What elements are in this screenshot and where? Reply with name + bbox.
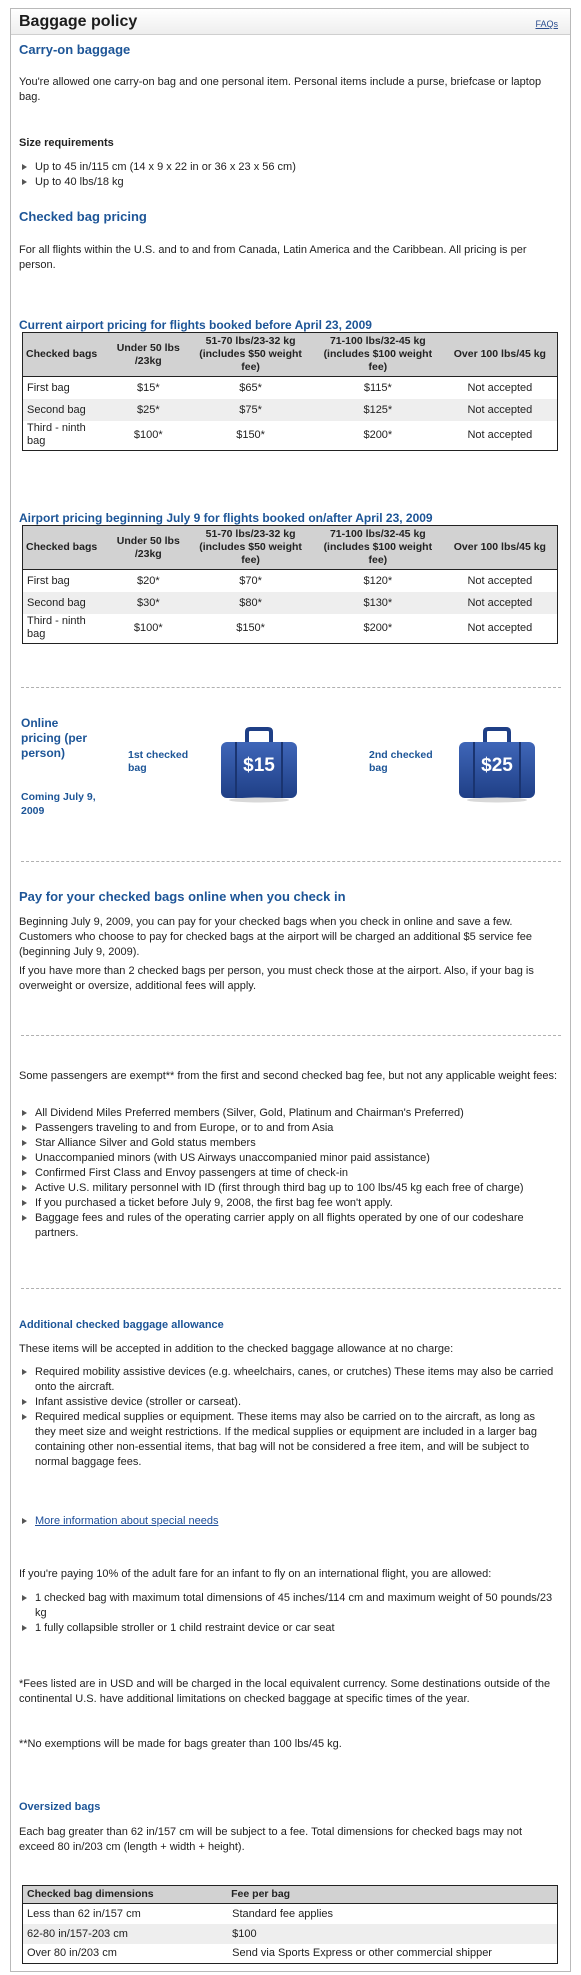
- online-pricing-coming: Coming July 9, 2009: [21, 791, 96, 817]
- table-row: [23, 1904, 558, 1924]
- list-item: Infant assistive device (stroller or carseat).: [19, 1395, 554, 1410]
- exempt-intro: Some passengers are exempt** from the first and second checked bag fee, but not any applicable weight fees:: [19, 1070, 558, 1082]
- list-item: Up to 40 lbs/18 kg: [19, 175, 559, 190]
- list-item: Unaccompanied minors (with US Airways unaccompanied minor paid assistance): [19, 1151, 554, 1166]
- table-row: [23, 1944, 558, 1964]
- panel-header: [11, 9, 570, 35]
- table-cell: Not accepted: [467, 381, 533, 394]
- column-header: Under 50 lbs /23kg: [108, 333, 188, 377]
- list-item: If you purchased a ticket before July 9, 2008, the first bag fee won't apply.: [19, 1196, 554, 1211]
- table1-title: Current airport pricing for flights booked before April 23, 2009: [19, 318, 372, 332]
- table-row: [23, 570, 558, 592]
- size-requirements-list: [19, 160, 559, 190]
- column-header: 51-70 lbs/23-32 kg (includes $50 weight fee): [188, 526, 313, 570]
- divider: [21, 1035, 561, 1036]
- table-cell: First bag: [27, 574, 70, 587]
- pricing-table-current: [22, 332, 558, 451]
- table-cell: Not accepted: [443, 592, 558, 614]
- table-cell: Second bag: [23, 592, 109, 614]
- additional-allowance-intro: These items will be accepted in addition to the checked baggage allowance at no charge:: [19, 1343, 454, 1355]
- table-cell: $25*: [108, 399, 188, 421]
- list-item: Up to 45 in/115 cm (14 x 9 x 22 in or 36 x 23 x 56 cm): [19, 160, 559, 175]
- table-cell: 62-80 in/157-203 cm: [23, 1924, 229, 1944]
- table-cell: $100: [228, 1924, 557, 1944]
- table-cell: Third - ninth bag: [27, 615, 86, 641]
- table-cell: $200*: [363, 428, 393, 441]
- infant-intro: If you're paying 10% of the adult fare for an infant to fly on an international flight, you are allowed:: [19, 1568, 492, 1580]
- checked-bag-pricing-text: For all flights within the U.S. and to and from Canada, Latin America and the Caribbean. All pricing is per person.: [19, 244, 527, 271]
- list-item: Star Alliance Silver and Gold status members: [19, 1136, 554, 1151]
- table-cell: Standard fee applies: [232, 1907, 334, 1920]
- table2-title: Airport pricing beginning July 9 for flights booked on/after April 23, 2009: [19, 511, 433, 525]
- list-item: 1 checked bag with maximum total dimensions of 45 inches/114 cm and maximum weight of 50 pounds/23 kg: [19, 1591, 554, 1621]
- table-cell: $100*: [133, 428, 163, 441]
- checked-bag-pricing-heading: Checked bag pricing: [19, 209, 147, 224]
- table-row: [23, 614, 558, 644]
- table-cell: Less than 62 in/157 cm: [27, 1907, 141, 1920]
- list-item: Passengers traveling to and from Europe, or to and from Asia: [19, 1121, 554, 1136]
- list-item: Required medical supplies or equipment. These items may also be carried on to the aircraft, as long as they meet size and weight restrictions. If the medical supplies or equipment are included in a larger bag containing other non-essential items, that bag will not be considered a free item, and will be subject to normal baggage fees.: [19, 1410, 554, 1470]
- list-item: Confirmed First Class and Envoy passengers at time of check-in: [19, 1166, 554, 1181]
- special-needs-list: [19, 1514, 554, 1529]
- list-item: Required mobility assistive devices (e.g. wheelchairs, canes, or crutches) These items may also be carried onto the aircraft.: [19, 1365, 554, 1395]
- pricing-table-july9: [22, 525, 558, 644]
- table-cell: Not accepted: [443, 399, 558, 421]
- column-header: Over 100 lbs/45 kg: [443, 333, 558, 377]
- column-header: 71-100 lbs/32-45 kg (includes $100 weight fee): [313, 526, 443, 570]
- table-cell: $130*: [313, 592, 443, 614]
- list-item: All Dividend Miles Preferred members (Silver, Gold, Platinum and Chairman's Preferred): [19, 1106, 554, 1121]
- table-cell: $115*: [363, 381, 392, 394]
- first-bag-price: $15: [243, 755, 275, 776]
- table-cell: Not accepted: [467, 621, 533, 634]
- list-item: Baggage fees and rules of the operating carrier apply on all flights operated by one of our codeshare partners.: [19, 1211, 554, 1241]
- table-cell: $150*: [236, 428, 265, 441]
- list-item: [19, 1514, 554, 1529]
- table-row: [23, 1924, 558, 1944]
- table-cell: Second bag: [23, 399, 109, 421]
- pay-online-heading: Pay for your checked bags online when you check in: [19, 889, 346, 904]
- second-bag-price: $25: [481, 755, 513, 776]
- table-cell: $120*: [363, 574, 393, 587]
- list-item: 1 fully collapsible stroller or 1 child restraint device or car seat: [19, 1621, 554, 1636]
- second-bag-label: 2nd checked bag: [369, 749, 433, 774]
- table-cell: $70*: [239, 574, 262, 587]
- column-header: Over 100 lbs/45 kg: [443, 526, 558, 570]
- additional-allowance-list: [19, 1365, 554, 1470]
- divider: [21, 687, 561, 688]
- fees-footnote: *Fees listed are in USD and will be charged in the local equivalent currency. Some destinations outside of the continental U.S. have additional limitations on checked baggage at specific times of the year.: [19, 1678, 551, 1705]
- exempt-list: [19, 1106, 554, 1241]
- column-header: Checked bags: [23, 526, 109, 570]
- column-header: Under 50 lbs /23kg: [108, 526, 188, 570]
- column-header: Checked bags: [23, 333, 109, 377]
- divider: [21, 1288, 561, 1289]
- list-item: Active U.S. military personnel with ID (first through third bag up to 100 lbs/45 kg each free of charge): [19, 1181, 554, 1196]
- baggage-policy-panel: [10, 8, 571, 1972]
- additional-allowance-heading: Additional checked baggage allowance: [19, 1319, 224, 1331]
- oversized-table: [22, 1885, 558, 1964]
- table-cell: $15*: [136, 381, 160, 394]
- table-cell: Not accepted: [467, 428, 533, 441]
- table-row: [23, 377, 558, 399]
- table-cell: $30*: [108, 592, 188, 614]
- table-cell: $20*: [136, 574, 160, 587]
- pay-online-text: Beginning July 9, 2009, you can pay for your checked bags when you check in online and save a few. Customers who choose to pay for checked bags at the airport will be charged an additional $5 service fee (beginning July 9, 2009).: [19, 916, 533, 958]
- table-cell: Third - ninth bag: [27, 422, 86, 448]
- oversized-text: Each bag greater than 62 in/157 cm will be subject to a fee. Total dimensions for checked bags may not exceed 80 in/203 cm (length + width + height).: [19, 1826, 523, 1853]
- carry-on-heading: Carry-on baggage: [19, 42, 131, 57]
- table-cell: $65*: [239, 381, 262, 394]
- column-header: Fee per bag: [228, 1886, 557, 1904]
- online-pricing-heading: Online pricing (per person): [21, 716, 88, 760]
- page-title: Baggage policy: [19, 13, 138, 30]
- faqs-link[interactable]: FAQs: [535, 19, 558, 29]
- table-row: [23, 399, 558, 421]
- size-requirements-heading: Size requirements: [19, 137, 114, 149]
- oversized-heading: Oversized bags: [19, 1801, 101, 1813]
- table-cell: $200*: [363, 621, 393, 634]
- infant-list: [19, 1591, 554, 1636]
- table-cell: Send via Sports Express or other commercial shipper: [232, 1947, 492, 1960]
- divider: [21, 861, 561, 862]
- table-cell: Over 80 in/203 cm: [27, 1947, 117, 1960]
- table-cell: $80*: [188, 592, 313, 614]
- special-needs-link[interactable]: More information about special needs: [35, 1515, 219, 1527]
- table-cell: $100*: [133, 621, 163, 634]
- table-cell: First bag: [27, 381, 70, 394]
- table-row: [23, 592, 558, 614]
- column-header: 71-100 lbs/32-45 kg (includes $100 weight fee): [313, 333, 443, 377]
- table-cell: Not accepted: [467, 574, 533, 587]
- table-cell: $125*: [313, 399, 443, 421]
- column-header: 51-70 lbs/23-32 kg (includes $50 weight fee): [188, 333, 313, 377]
- carry-on-text: You're allowed one carry-on bag and one personal item. Personal items include a purse, briefcase or laptop bag.: [19, 76, 542, 103]
- table-row: [23, 421, 558, 451]
- table-cell: $150*: [236, 621, 265, 634]
- column-header: Checked bag dimensions: [23, 1886, 229, 1904]
- pay-online-note: If you have more than 2 checked bags per person, you must check those at the airport. Also, if your bag is overweight or oversize, additional fees will apply.: [19, 965, 534, 992]
- first-bag-label: 1st checked bag: [128, 749, 189, 774]
- exemption-footnote: **No exemptions will be made for bags greater than 100 lbs/45 kg.: [19, 1738, 342, 1750]
- table-cell: $75*: [188, 399, 313, 421]
